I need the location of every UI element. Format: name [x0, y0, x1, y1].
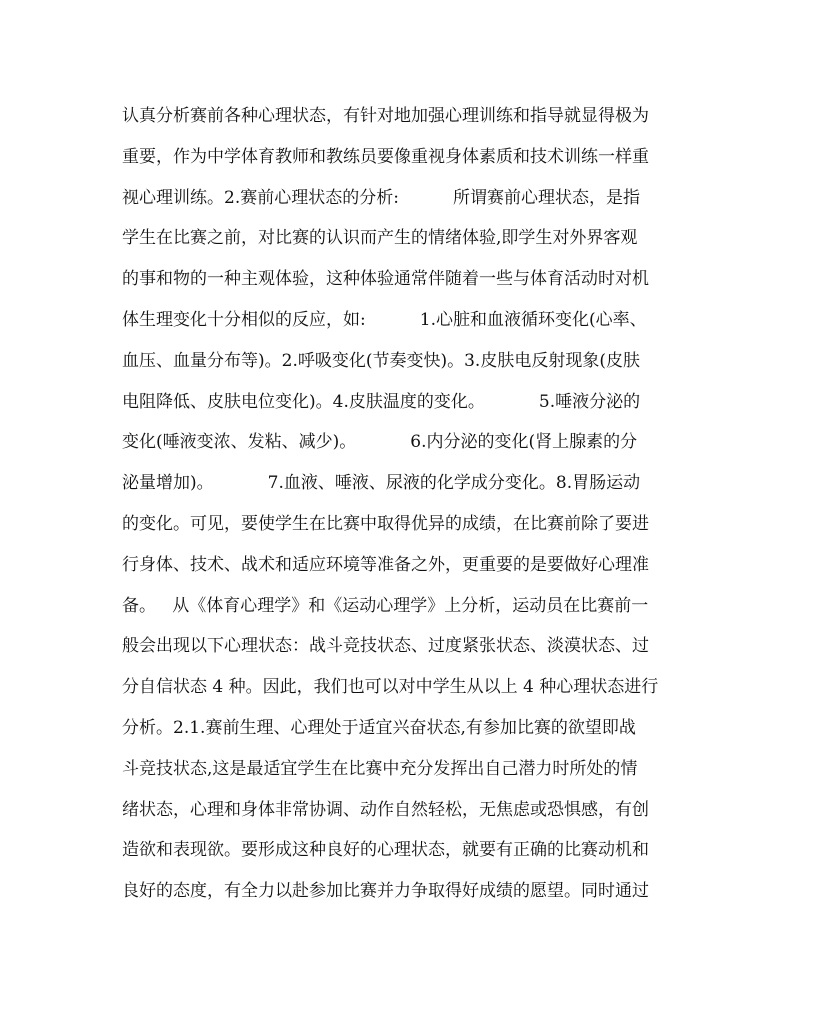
text-line: 体生理变化十分相似的反应，如: 1.心脏和血液循环变化(心率、	[122, 309, 647, 330]
text-line: 泌量增加)。 7.血液、唾液、尿液的化学成分变化。8.胃肠运动	[122, 473, 641, 494]
text-line: 绪状态，心理和身体非常协调、动作自然轻松，无焦虑或恐惧感，有创	[122, 799, 649, 820]
text-line: 斗竞技状态,这是最适宜学生在比赛中充分发挥出自己潜力时所处的情	[122, 758, 638, 779]
text-line: 良好的态度，有全力以赴参加比赛并力争取得好成绩的愿望。同时通过	[122, 881, 649, 902]
text-line: 般会出现以下心理状态：战斗竞技状态、过度紧张状态、淡漠状态、过	[122, 636, 649, 657]
text-line: 行身体、技术、战术和适应环境等准备之外，更重要的是要做好心理准	[122, 554, 649, 575]
text-line: 血压、血量分布等)。2.呼吸变化(节奏变快)。3.皮肤电反射现象(皮肤	[122, 350, 640, 371]
body-text	[122, 96, 702, 912]
text-line: 电阻降低、皮肤电位变化)。4.皮肤温度的变化。 5.唾液分泌的	[122, 391, 641, 412]
text-line: 造欲和表现欲。要形成这种良好的心理状态，就要有正确的比赛动机和	[122, 840, 649, 861]
text-line: 分析。2.1.赛前生理、心理处于适宜兴奋状态,有参加比赛的欲望即战	[122, 717, 636, 738]
text-line: 变化(唾液变浓、发粘、减少)。 6.内分泌的变化(肾上腺素的分	[122, 432, 638, 453]
text-line: 分自信状态 4 种。因此，我们也可以对中学生从以上 4 种心理状态进行	[122, 677, 659, 698]
text-line: 重要，作为中学体育教师和教练员要像重视身体素质和技术训练一样重	[122, 146, 649, 167]
text-line: 备。 从《体育心理学》和《运动心理学》上分析，运动员在比赛前一	[122, 595, 649, 616]
text-line: 的变化。可见，要使学生在比赛中取得优异的成绩，在比赛前除了要进	[122, 513, 649, 534]
text-line: 视心理训练。2.赛前心理状态的分析: 所谓赛前心理状态，是指	[122, 187, 640, 208]
text-line: 学生在比赛之前，对比赛的认识而产生的情绪体验,即学生对外界客观	[122, 228, 638, 249]
text-line: 认真分析赛前各种心理状态，有针对地加强心理训练和指导就显得极为	[122, 106, 649, 126]
text-line: 的事和物的一种主观体验，这种体验通常伴随着一些与体育活动时对机	[122, 269, 649, 290]
